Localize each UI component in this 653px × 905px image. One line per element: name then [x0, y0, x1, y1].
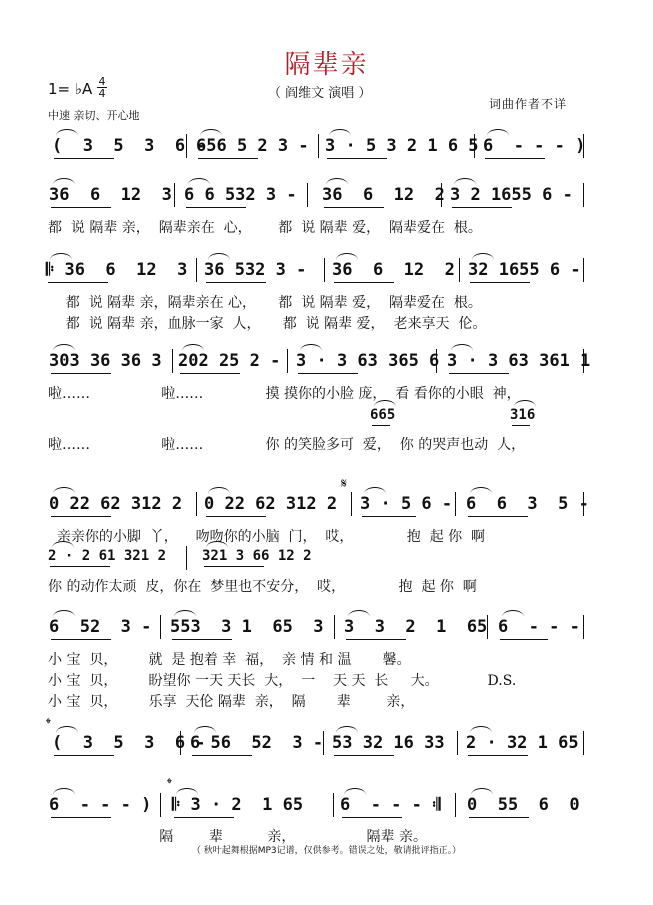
- bar-line: [487, 615, 488, 639]
- measure-notes: ( 3 5 3 6 -: [52, 733, 206, 753]
- lyric-text: 啦…… 啦…… 你 的笑脸多可 爱， 你 的哭声也动 人，: [48, 437, 526, 453]
- measure-notes: 6 6 532 3 -: [184, 185, 297, 205]
- measure-notes: 0 22 62 312 2: [49, 494, 183, 514]
- notation-line-l2: [0, 185, 653, 205]
- beam-line: [468, 755, 528, 756]
- notation-line-l5: [0, 494, 653, 514]
- bar-line: [583, 615, 584, 639]
- measure-notes: 3 · 5 6 -: [360, 494, 453, 514]
- beam-line: [204, 566, 264, 567]
- slur-mark: [188, 178, 210, 185]
- bar-line: [436, 349, 437, 373]
- slur-mark: [53, 610, 75, 617]
- slur-mark: [300, 344, 322, 351]
- beam-line: [54, 158, 114, 159]
- lyric-text: 小 宝 贝， 乐享 天伦 隔辈 亲， 隔 辈 亲，: [48, 694, 415, 710]
- lyric-text: 都 说 隔辈 亲， 隔辈亲在 心， 都 说 隔辈 爱， 隔辈爱在 根。: [48, 220, 482, 236]
- measure-notes: 303 36 36 3: [49, 351, 162, 371]
- beam-line: [512, 425, 530, 426]
- slur-mark: [374, 400, 396, 407]
- slur-mark: [487, 129, 509, 136]
- beam-line: [51, 817, 111, 818]
- slur-mark: [344, 788, 366, 795]
- bar-line: [583, 492, 584, 516]
- slur-mark: [176, 788, 198, 795]
- notation-line-l4: [0, 351, 653, 371]
- notation-line-l4s: [0, 407, 653, 427]
- slur-mark: [208, 253, 230, 260]
- time-signature: [97, 76, 107, 99]
- measure-notes: 321 3 66 12 2: [202, 548, 312, 564]
- measure-notes: 6 - - - 𝄇: [340, 795, 441, 815]
- lyric-text: 小 宝 贝， 盼望你 一天 天长 大， 一 天 天 长 大。 D.S.: [48, 673, 517, 689]
- measure-notes: 3 · 5 3 2 1 6 5: [325, 136, 479, 156]
- beam-line: [198, 158, 258, 159]
- slur-mark: [514, 400, 536, 407]
- beam-line: [469, 817, 529, 818]
- slur-mark: [472, 253, 494, 260]
- measure-notes: 53 32 16 33: [332, 733, 445, 753]
- beam-line: [51, 516, 111, 517]
- measure-notes: 6 - - - ): [483, 136, 586, 156]
- slur-mark: [348, 610, 370, 617]
- beam-line: [500, 639, 548, 640]
- slur-mark: [329, 129, 351, 136]
- measure-notes: 6 52 3 -: [49, 617, 152, 637]
- bar-line: [196, 492, 197, 516]
- key-signature: 1= ♭A: [48, 80, 93, 98]
- bar-line: [455, 492, 456, 516]
- slur-mark: [206, 541, 228, 548]
- lyric-text: 都 说 隔辈 亲，血脉一家 人， 都 说 隔辈 爱， 老来享天 伦。: [48, 316, 487, 332]
- lyric-text: 隔 辈 亲， 隔辈 亲。: [48, 829, 428, 845]
- beam-line: [470, 282, 530, 283]
- notation-line-l7: [0, 733, 653, 753]
- measure-notes: 6 6 3 5 -: [466, 494, 589, 514]
- beam-line: [334, 282, 394, 283]
- beam-line: [186, 207, 246, 208]
- bar-line: [583, 183, 584, 207]
- measure-notes: 6 56 52 3 -: [190, 733, 324, 753]
- beam-line: [206, 516, 266, 517]
- lyric-text: 亲亲你的小脚 丫， 吻吻你的小脑 门， 哎， 抱 起 你 啊: [48, 529, 486, 545]
- bar-line: [174, 183, 175, 207]
- meter-top: 4: [98, 75, 106, 88]
- notation-line-l1: [0, 136, 653, 156]
- slur-mark: [326, 178, 348, 185]
- beam-line: [342, 817, 402, 818]
- beam-line: [51, 639, 111, 640]
- measure-notes: ( 3 5 3 6 -: [52, 136, 206, 156]
- measure-notes: 0 55 6 0: [467, 795, 580, 815]
- lyric-line-y2: [0, 217, 653, 237]
- slur-mark: [53, 344, 75, 351]
- lyric-line-y4b: [0, 434, 653, 454]
- bar-line: [583, 731, 584, 755]
- footnote: （ 秋叶起舞根据MP3记谱，仅供参考。错误之处，敬请批评指正。）: [191, 846, 462, 856]
- beam-line: [449, 373, 509, 374]
- beam-line: [174, 817, 234, 818]
- beam-line: [50, 566, 110, 567]
- lyric-line-y3b: [0, 313, 653, 333]
- notation-line-l3: [0, 260, 653, 280]
- measure-notes: 2 · 32 1 65: [466, 733, 579, 753]
- slur-mark: [470, 726, 492, 733]
- measure-notes: 6 - - - ): [49, 795, 152, 815]
- bar-line: [160, 615, 161, 639]
- slur-mark: [50, 253, 72, 260]
- slur-mark: [56, 726, 78, 733]
- beam-line: [334, 755, 394, 756]
- measure-notes: 6 - - -: [498, 617, 580, 637]
- lyric-line-y5b: [0, 576, 653, 596]
- bar-line: [334, 615, 335, 639]
- bar-line: [180, 731, 181, 755]
- measure-notes: 36 6 12 2: [332, 260, 455, 280]
- slur-mark: [502, 610, 524, 617]
- beam-line: [327, 158, 387, 159]
- beam-line: [192, 755, 252, 756]
- measure-notes: 3 · 3 63 365 6: [296, 351, 440, 371]
- measure-notes: 3 3 2 1 65: [344, 617, 488, 637]
- lyric-line-y4: [0, 383, 653, 403]
- slur-mark: [364, 487, 386, 494]
- singer-credit: （ 阎维文 演唱 ）: [268, 86, 372, 101]
- measure-notes: 𝄆 3 · 2 1 65: [172, 795, 304, 815]
- beam-line: [324, 207, 384, 208]
- tempo-marking: 中速 亲切、开心地: [48, 109, 140, 122]
- measure-notes: 3 2 1655 6 -: [450, 185, 573, 205]
- bar-line: [441, 183, 442, 207]
- bar-line: [351, 492, 352, 516]
- notation-line-l6: [0, 617, 653, 637]
- slur-mark: [451, 344, 473, 351]
- beam-line: [51, 373, 111, 374]
- beam-line: [485, 158, 545, 159]
- measure-notes: 553 3 1 65 3: [170, 617, 324, 637]
- slur-mark: [182, 344, 204, 351]
- coda-icon: 𝄌: [46, 716, 51, 732]
- measure-notes: 36 6 12 2: [322, 185, 445, 205]
- measure-notes: 656 5 2 3 -: [196, 136, 309, 156]
- slur-mark: [53, 788, 75, 795]
- bar-line: [459, 258, 460, 282]
- bar-line: [583, 258, 584, 282]
- slur-mark: [56, 129, 78, 136]
- slur-mark: [194, 726, 216, 733]
- beam-line: [298, 373, 358, 374]
- bar-line: [333, 793, 334, 817]
- slur-mark: [52, 541, 74, 548]
- slur-mark: [336, 253, 358, 260]
- lyric-text: 都 说 隔辈 亲，隔辈亲在 心， 都 说 隔辈 爱， 隔辈爱在 根。: [48, 295, 482, 311]
- song-title: 隔辈亲: [284, 50, 369, 80]
- bar-line: [474, 134, 475, 158]
- measure-notes: 665: [370, 407, 396, 423]
- bar-line: [186, 134, 187, 158]
- beam-line: [206, 282, 266, 283]
- slur-mark: [454, 178, 476, 185]
- bar-line: [172, 349, 173, 373]
- measure-notes: 32 1655 6 -: [468, 260, 581, 280]
- beam-line: [346, 639, 406, 640]
- lyric-line-y6a: [0, 649, 653, 669]
- lyric-text: 小 宝 贝， 就 是 抱着 幸 福， 亲 情 和 温 馨。: [48, 652, 411, 668]
- beam-line: [51, 207, 111, 208]
- measure-notes: 𝄆 36 6 12 3: [46, 260, 188, 280]
- slur-mark: [470, 487, 492, 494]
- slur-mark: [208, 487, 230, 494]
- notation-line-l5s: [0, 548, 653, 568]
- slur-mark: [174, 610, 196, 617]
- bar-line: [583, 134, 584, 158]
- measure-notes: 2 · 2 61 321 2: [48, 548, 167, 564]
- bar-line: [324, 258, 325, 282]
- slur-mark: [471, 788, 493, 795]
- beam-line: [362, 516, 416, 517]
- bar-line: [287, 349, 288, 373]
- beam-line: [54, 755, 114, 756]
- lyric-line-y6b: [0, 670, 653, 690]
- lyric-line-y5: [0, 526, 653, 546]
- bar-line: [457, 731, 458, 755]
- coda-icon-2: 𝄌: [167, 776, 172, 792]
- beam-line: [172, 639, 232, 640]
- beam-line: [180, 373, 240, 374]
- lyric-text: 啦…… 啦…… 摸 摸你的小脸 庞， 看 看你的小眼 神，: [48, 386, 521, 402]
- notation-line-l8: [0, 795, 653, 815]
- bar-line: [323, 731, 324, 755]
- slur-mark: [200, 129, 222, 136]
- measure-notes: 316: [510, 407, 536, 423]
- meter-bottom: 4: [98, 87, 106, 100]
- bar-line: [455, 793, 456, 817]
- bar-line: [186, 546, 187, 570]
- lyric-line-y6c: [0, 691, 653, 711]
- slur-mark: [336, 726, 358, 733]
- measure-notes: 3 · 3 63 361 1: [447, 351, 591, 371]
- measure-notes: 36 6 12 3: [49, 185, 172, 205]
- beam-line: [372, 425, 390, 426]
- beam-line: [452, 207, 512, 208]
- measure-notes: 202 25 2 -: [178, 351, 281, 371]
- bar-line: [307, 183, 308, 207]
- beam-line: [468, 516, 528, 517]
- measure-notes: 36 532 3 -: [204, 260, 307, 280]
- bar-line: [160, 793, 161, 817]
- bar-line: [583, 349, 584, 373]
- measure-notes: 0 22 62 312 2: [204, 494, 338, 514]
- lyric-text: 你 的动作太顽 皮，你在 梦里也不安分， 哎， 抱 起 你 啊: [48, 579, 477, 595]
- slur-mark: [53, 487, 75, 494]
- bar-line: [318, 134, 319, 158]
- bar-line: [196, 258, 197, 282]
- slur-mark: [53, 178, 75, 185]
- segno-icon: 𝄋: [341, 476, 348, 492]
- lyric-line-y3a: [0, 292, 653, 312]
- beam-line: [48, 282, 108, 283]
- composer-credit: 词曲作者不详: [489, 97, 568, 111]
